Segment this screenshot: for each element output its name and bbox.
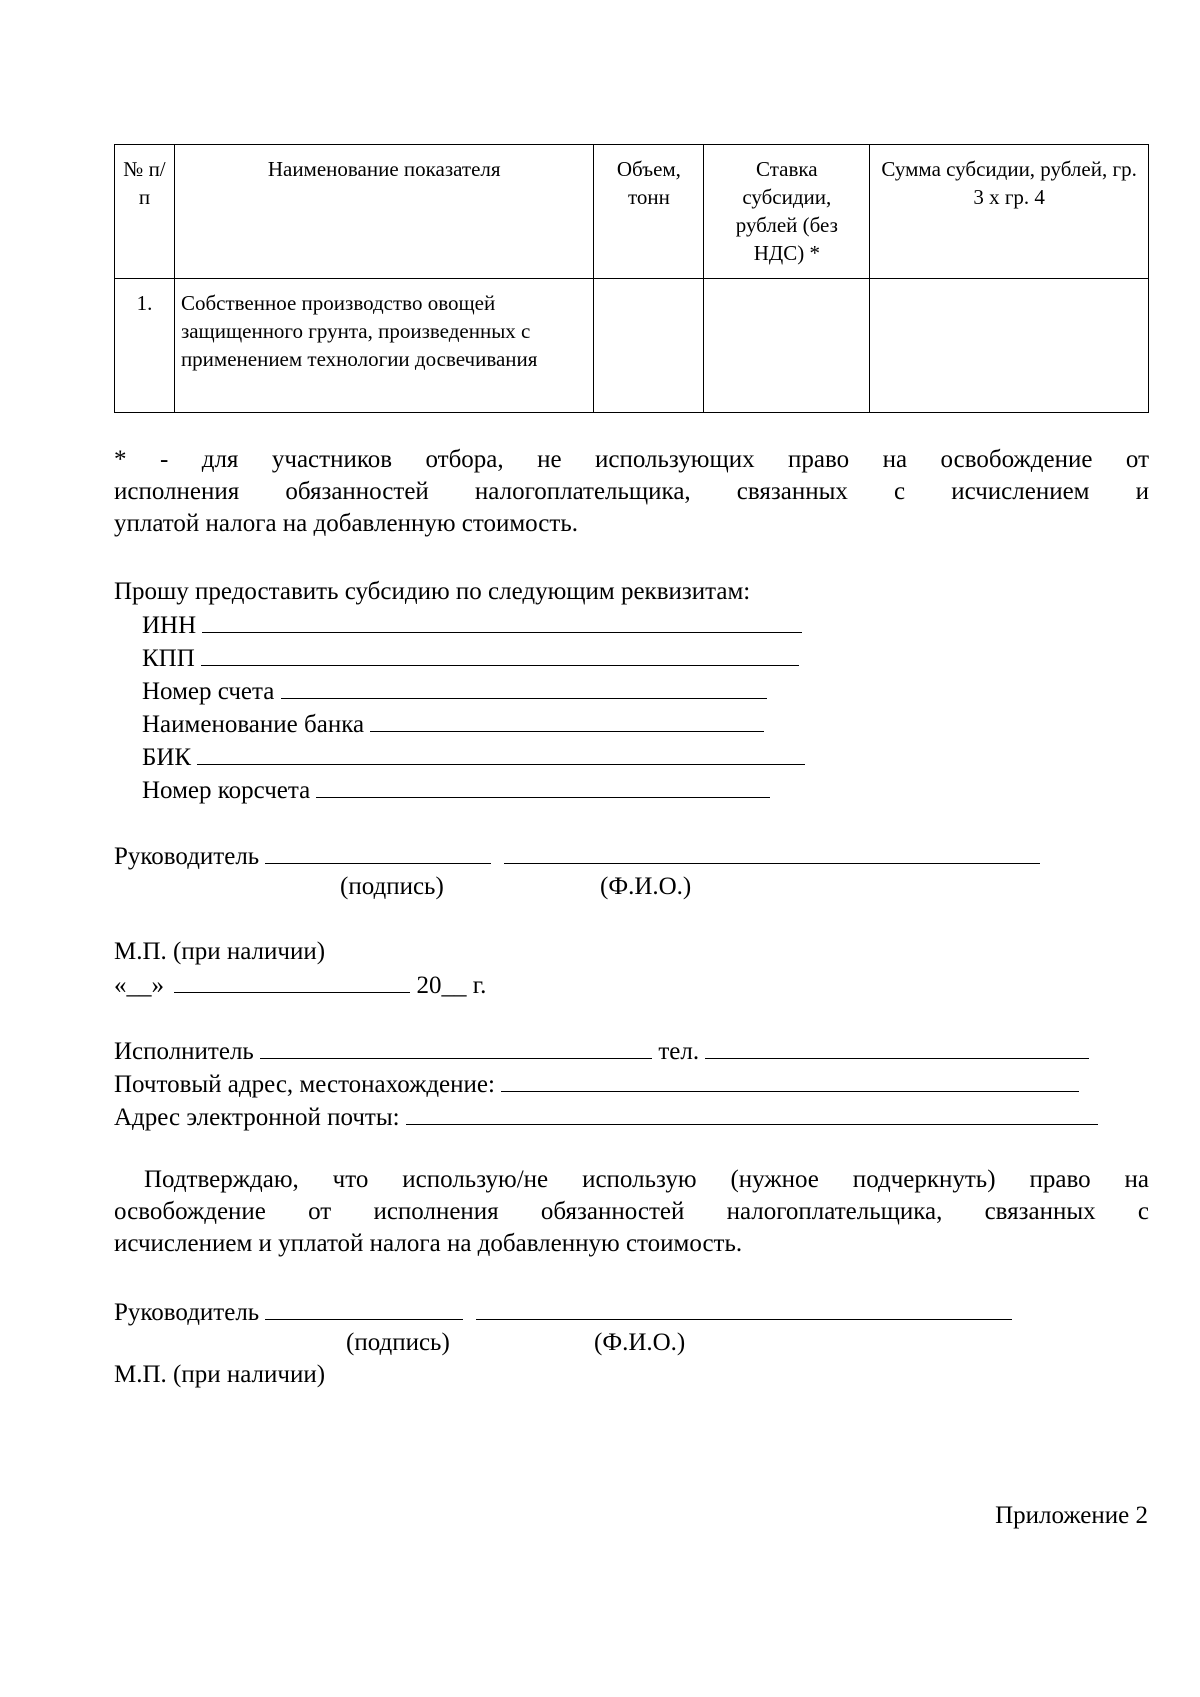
kpp-field (142, 641, 799, 675)
header-volume: Объем, тонн (594, 145, 704, 279)
header-name: Наименование показателя (174, 145, 594, 279)
header-num: № п/п (115, 145, 175, 279)
stamp-label-2: М.П. (при наличии) (114, 1361, 326, 1388)
signature-caption: (подпись) (340, 873, 444, 900)
footnote-line: * - для участников отбора, не использующих право на освобождение от (114, 446, 1149, 473)
postal-row (114, 1067, 1079, 1101)
signature-caption-2: (подпись) (346, 1329, 450, 1356)
row-volume[interactable] (594, 279, 704, 413)
bank-input[interactable] (370, 707, 764, 732)
account-label: Номер счета (142, 678, 275, 705)
confirmation-line: Подтверждаю, что использую/не использую (нужное подчеркнуть) право на (144, 1166, 1149, 1193)
corr-account-field (142, 773, 770, 807)
appendix-label: Приложение 2 (995, 1502, 1148, 1529)
fio-caption: (Ф.И.О.) (600, 873, 692, 900)
row-name: Собственное производство овощей защищенного грунта, произведенных с применением технологии досвечивания (174, 279, 594, 413)
inn-label: ИНН (142, 612, 197, 639)
fio-caption-2: (Ф.И.О.) (594, 1329, 686, 1356)
date-month-input[interactable] (174, 968, 410, 993)
postal-input[interactable] (501, 1067, 1079, 1092)
signature-label: Руководитель (114, 843, 260, 870)
bik-label: БИК (142, 744, 192, 771)
signature-block-2 (114, 1295, 1012, 1329)
kpp-label: КПП (142, 645, 195, 672)
fio-input[interactable] (504, 839, 1040, 864)
email-row (114, 1100, 1098, 1134)
corr-account-input[interactable] (316, 773, 770, 798)
signature-label-2: Руководитель (114, 1299, 260, 1326)
table-row (115, 279, 1149, 413)
footnote-line: исполнения обязанностей налогоплательщика, связанных с исчислением и (114, 478, 1149, 505)
requisites-intro: Прошу предоставить субсидию по следующим реквизитам: (114, 578, 751, 605)
email-input[interactable] (406, 1100, 1098, 1125)
fio-input-2[interactable] (476, 1295, 1012, 1320)
table-header-row (115, 145, 1149, 279)
confirmation-line: освобождение от исполнения обязанностей налогоплательщика, связанных с (114, 1198, 1149, 1225)
inn-field (142, 608, 802, 642)
bank-label: Наименование банка (142, 711, 365, 738)
confirmation (114, 1164, 1149, 1260)
executor-input[interactable] (260, 1034, 652, 1059)
bank-field (142, 707, 764, 741)
date-year[interactable]: 20__ г. (416, 972, 487, 999)
header-sum: Сумма субсидии, рублей, гр. 3 х гр. 4 (870, 145, 1149, 279)
kpp-input[interactable] (201, 641, 799, 666)
inn-input[interactable] (202, 608, 802, 633)
stamp-label: М.П. (при наличии) (114, 938, 326, 965)
phone-label: тел. (658, 1038, 700, 1065)
email-label: Адрес электронной почты: (114, 1104, 400, 1131)
confirmation-line: исчислением и уплатой налога на добавленную стоимость. (114, 1230, 743, 1257)
executor-row (114, 1034, 1089, 1068)
postal-label: Почтовый адрес, местонахождение: (114, 1071, 495, 1098)
signature-input-2[interactable] (265, 1295, 463, 1320)
signature-input[interactable] (265, 839, 491, 864)
row-rate[interactable] (704, 279, 870, 413)
account-field (142, 674, 767, 708)
executor-label: Исполнитель (114, 1038, 254, 1065)
subsidy-table (114, 144, 1149, 413)
account-input[interactable] (281, 674, 767, 699)
date-day[interactable]: «__» (114, 972, 164, 999)
footnote-line: уплатой налога на добавленную стоимость. (114, 510, 578, 537)
phone-input[interactable] (705, 1034, 1089, 1059)
header-rate: Ставка субсидии, рублей (без НДС) * (704, 145, 870, 279)
bik-input[interactable] (197, 740, 805, 765)
corr-account-label: Номер корсчета (142, 777, 311, 804)
signature-block (114, 839, 1040, 873)
date-block (114, 968, 486, 1002)
footnote (114, 444, 1149, 540)
row-sum[interactable] (870, 279, 1149, 413)
bik-field (142, 740, 805, 774)
row-num: 1. (115, 279, 175, 413)
